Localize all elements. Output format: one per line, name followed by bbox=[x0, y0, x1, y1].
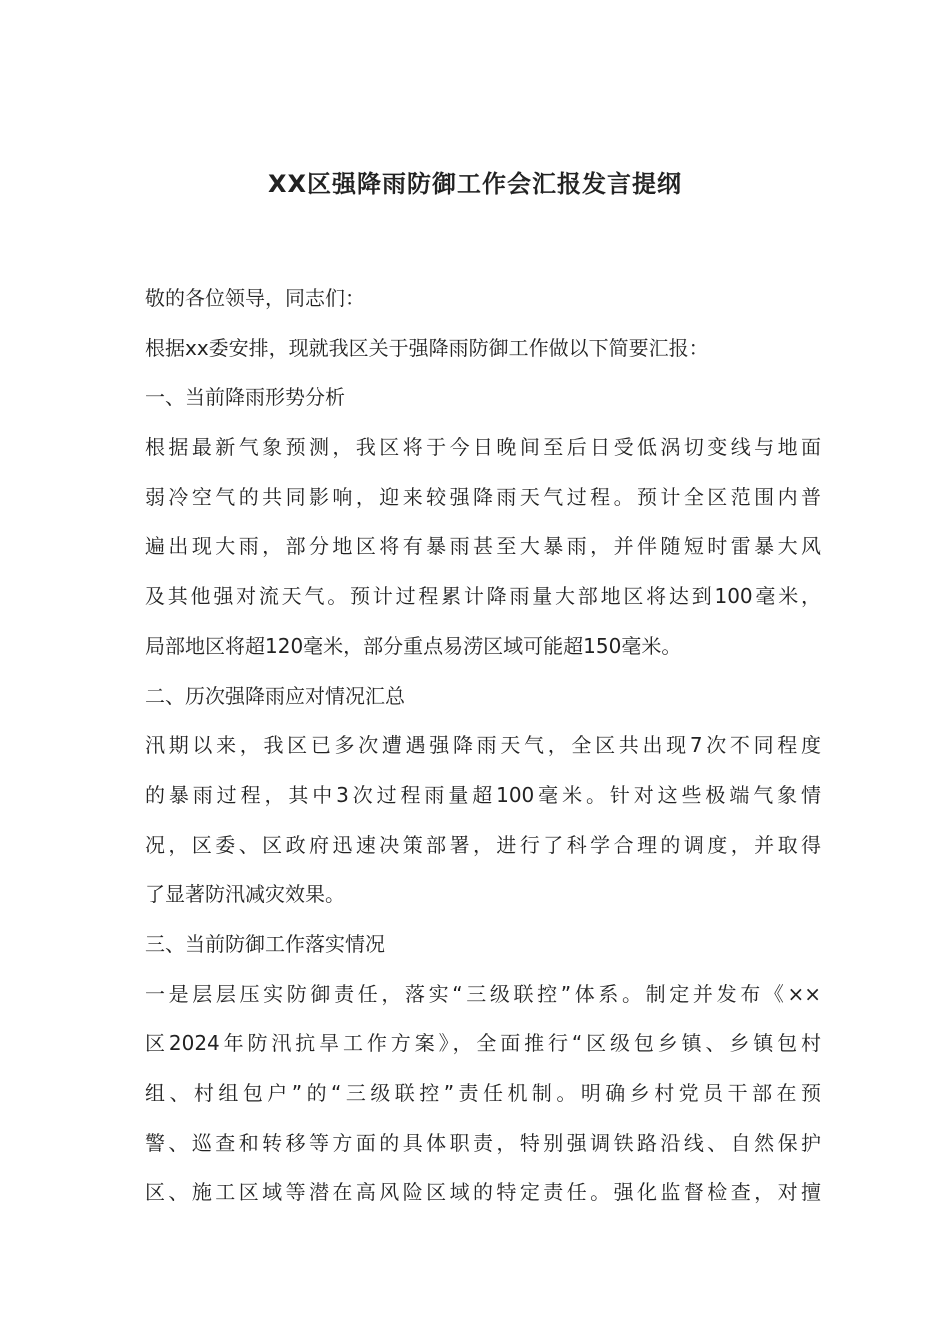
paragraph-line: 区、施工区域等潜在高风险区域的特定责任。强化监督检查，对擅 bbox=[145, 1180, 821, 1205]
paragraph-line: 一是层层压实防御责任，落实“三级联控”体系。制定并发布《×× bbox=[145, 981, 821, 1006]
paragraph-line: 的暴雨过程，其中3次过程雨量超100毫米。针对这些极端气象情 bbox=[145, 782, 821, 807]
paragraph-line: 二、历次强降雨应对情况汇总 bbox=[145, 683, 405, 708]
paragraph-line: 根据xx委安排，现就我区关于强降雨防御工作做以下简要汇报： bbox=[145, 335, 709, 360]
document-title: XX区强降雨防御工作会汇报发言提纲 bbox=[267, 170, 682, 198]
paragraph-line: 组、村组包户”的“三级联控”责任机制。明确乡村党员干部在预 bbox=[145, 1081, 821, 1105]
paragraph-line: 一、当前降雨形势分析 bbox=[145, 385, 345, 410]
paragraph-line: 弱冷空气的共同影响，迎来较强降雨天气过程。预计全区范围内普 bbox=[145, 484, 821, 509]
paragraph-line: 汛期以来，我区已多次遭遇强降雨天气，全区共出现7次不同程度 bbox=[145, 733, 821, 758]
paragraph-line: 区2024年防汛抗旱工作方案》，全面推行“区级包乡镇、乡镇包村 bbox=[145, 1031, 821, 1056]
paragraph-line: 根据最新气象预测，我区将于今日晚间至后日受低涡切变线与地面 bbox=[145, 435, 821, 460]
paragraph-line: 遍出现大雨，部分地区将有暴雨甚至大暴雨，并伴随短时雷暴大风 bbox=[145, 534, 821, 559]
paragraph-line: 三、当前防御工作落实情况 bbox=[145, 931, 385, 956]
paragraph-line: 况，区委、区政府迅速决策部署，进行了科学合理的调度，并取得 bbox=[145, 832, 821, 857]
document-body bbox=[145, 283, 821, 1227]
paragraph-line: 了显著防汛减灾效果。 bbox=[145, 882, 345, 907]
paragraph-line: 敬的各位领导，同志们： bbox=[145, 286, 365, 310]
paragraph-line: 警、巡查和转移等方面的具体职责，特别强调铁路沿线、自然保护 bbox=[145, 1130, 821, 1155]
paragraph-line: 局部地区将超120毫米，部分重点易涝区域可能超150毫米。 bbox=[145, 633, 682, 658]
paragraph-line: 及其他强对流天气。预计过程累计降雨量大部地区将达到100毫米， bbox=[145, 584, 821, 609]
